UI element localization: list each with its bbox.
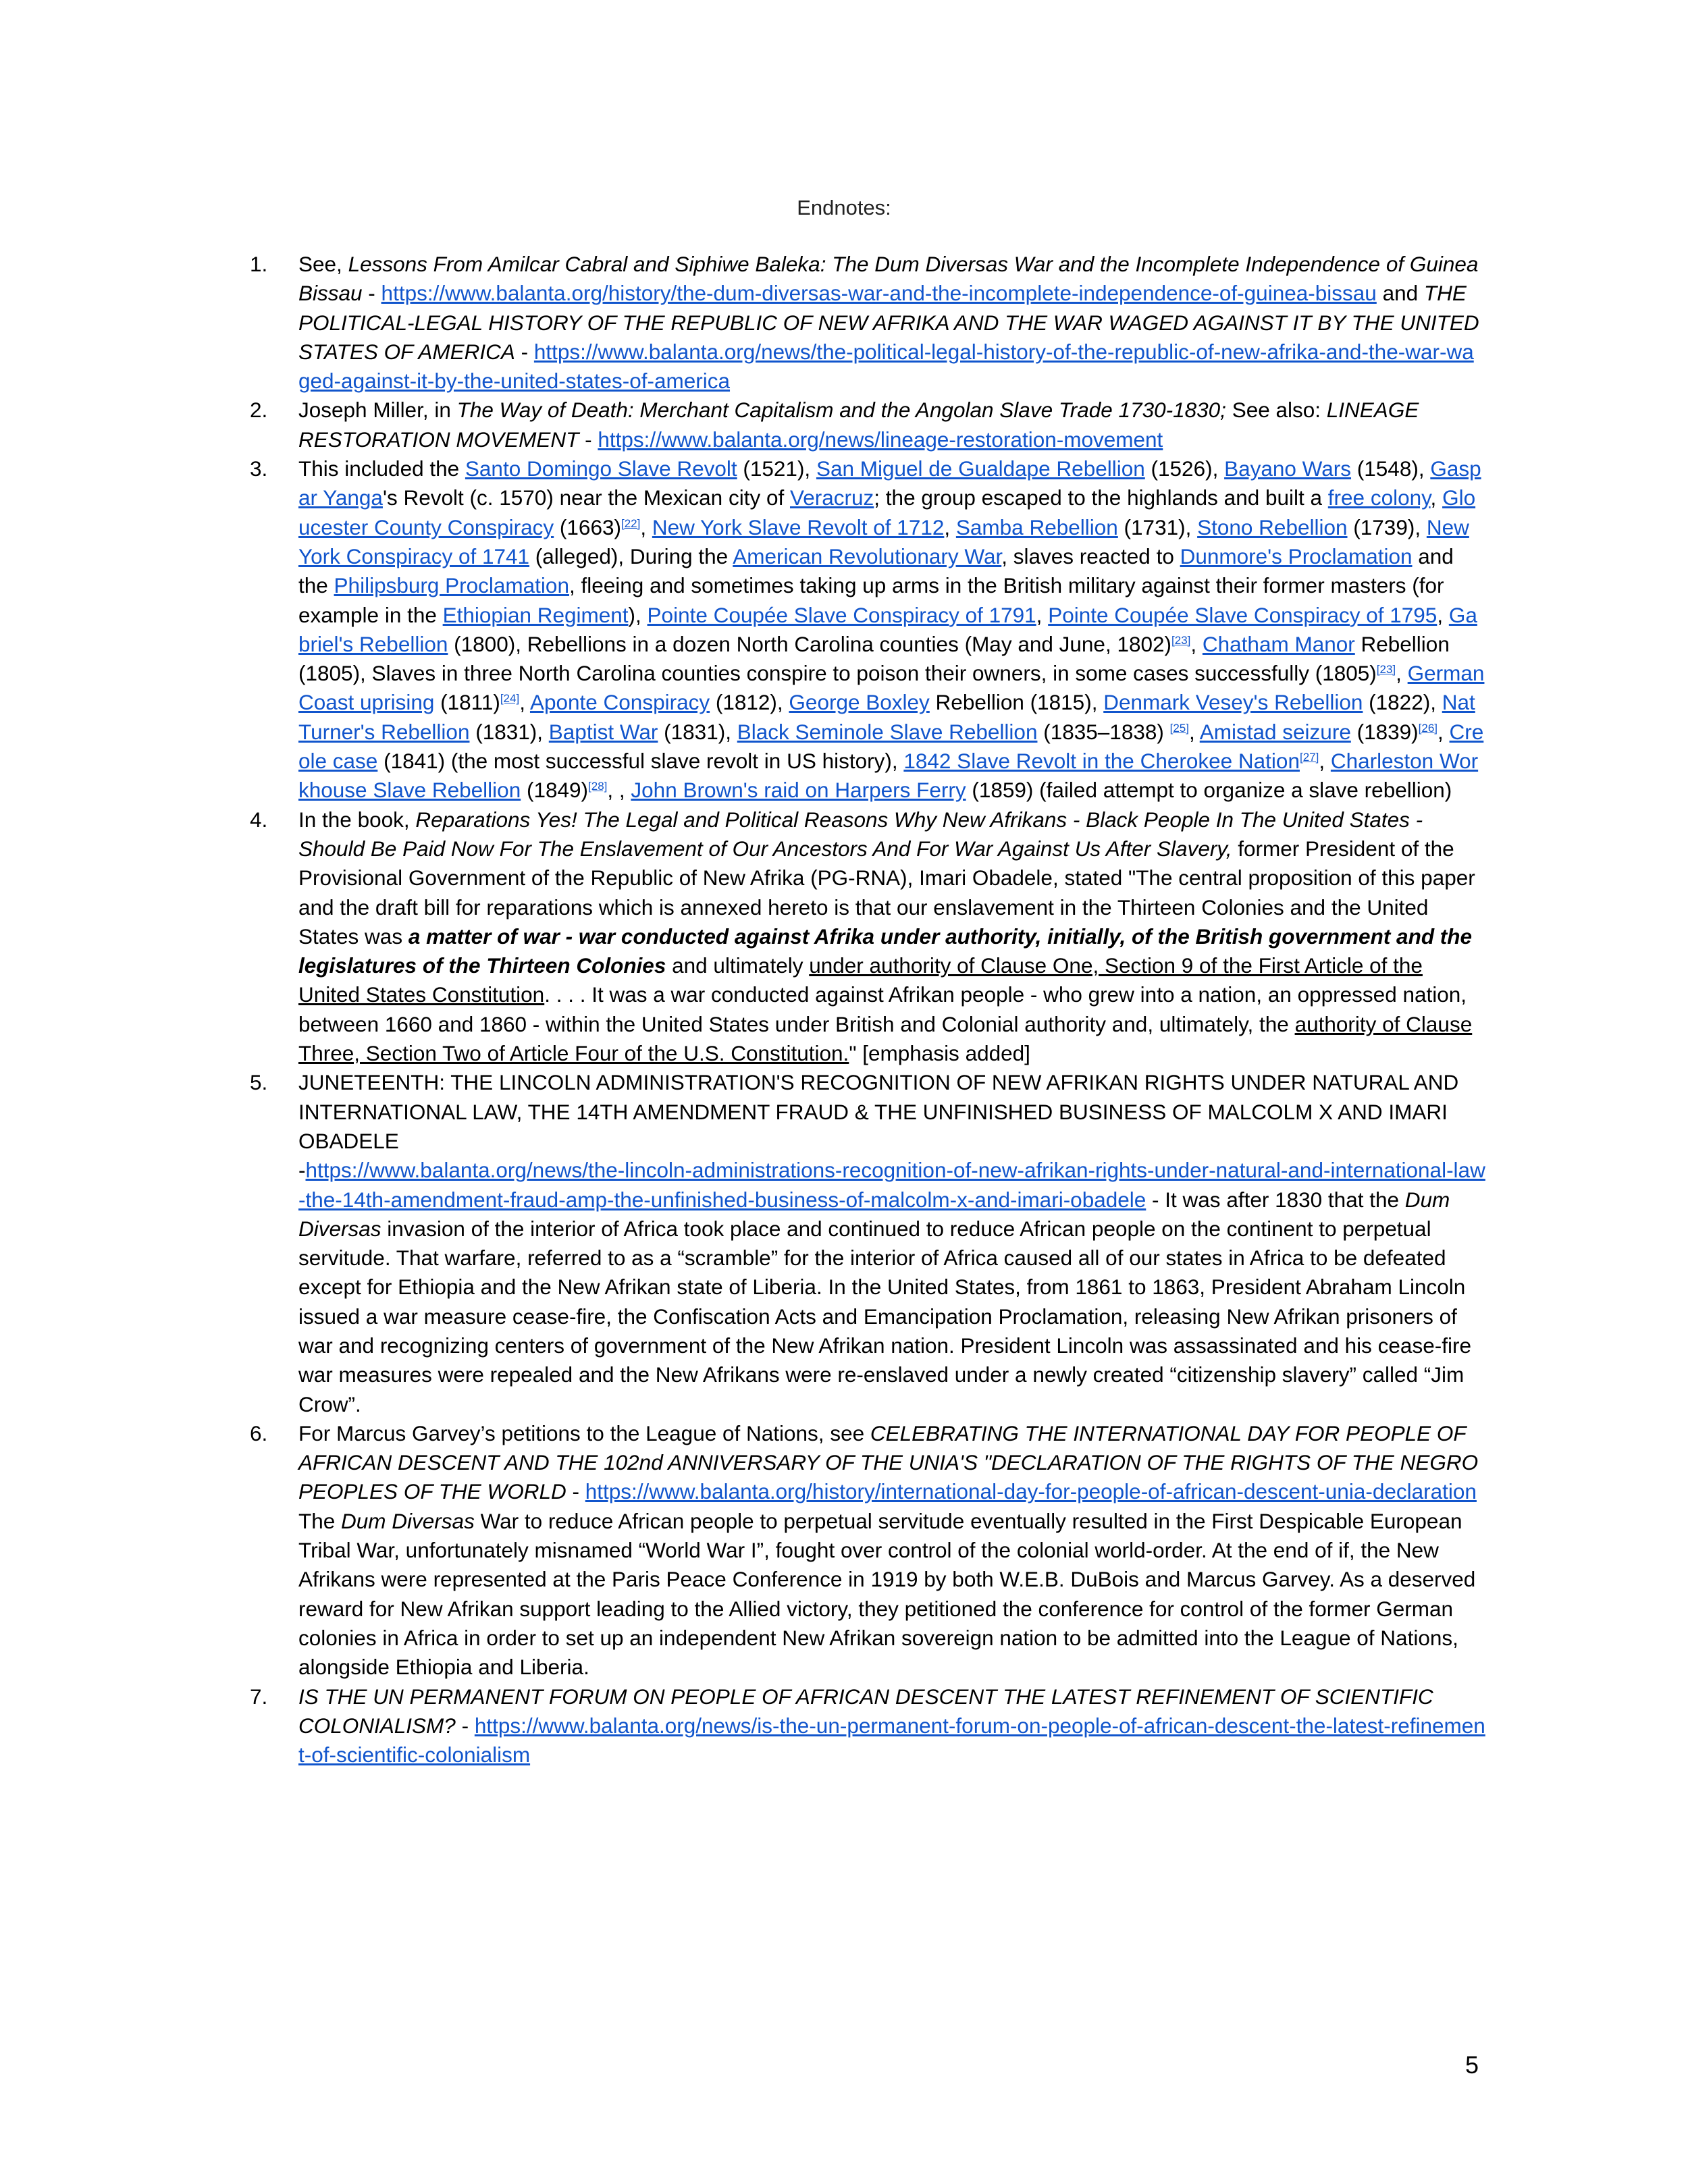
endnote-link[interactable]: American Revolutionary War bbox=[733, 543, 1002, 568]
endnote-link[interactable]: Dunmore's Proclamation bbox=[1180, 543, 1413, 568]
endnote-text-run: , bbox=[1430, 485, 1443, 510]
endnote-link[interactable]: Baptist War bbox=[548, 719, 658, 744]
endnote-number: 6. bbox=[250, 1420, 268, 1445]
endnote-text-run: - bbox=[298, 1158, 306, 1183]
citation-marker[interactable]: [23] bbox=[1376, 663, 1396, 676]
endnote-link[interactable]: https://www.balanta.org/news/is-the-un-permanent-forum-on-people-of-african-descent-the-latest-refinement-of-scientific-colonialism bbox=[298, 1713, 1485, 1767]
underlined-text: under authority of Clause One, Section 9 of the First Article of the United States Constitution bbox=[298, 953, 1423, 1007]
endnote-number: 4. bbox=[250, 807, 268, 832]
endnote-text-run: . . . . It was a war conducted against Afrikan people - who grew into a nation, an oppressed nation, between 1660 and 1860 - within the United States under British and Colonial authority and, ultimately, the bbox=[298, 982, 1467, 1036]
italic-title: Dum Diversas bbox=[341, 1508, 475, 1533]
italic-title: CELEBRATING THE INTERNATIONAL DAY FOR PEOPLE OF AFRICAN DESCENT AND THE 102nd ANNIVERSARY OF THE UNIA'S "DECLARATION OF THE RIGHTS OF THE NEGRO PEOPLES OF THE WORLD bbox=[298, 1420, 1479, 1504]
endnote-link[interactable]: Ethiopian Regiment bbox=[442, 602, 629, 627]
endnote-number: 3. bbox=[250, 456, 268, 481]
endnote-text-run: (1548), bbox=[1351, 456, 1431, 481]
endnote-number: 2. bbox=[250, 398, 268, 423]
endnote-text-run: and bbox=[1376, 281, 1424, 306]
endnote-text-run: (1521), bbox=[737, 456, 816, 481]
endnote-text-run: (1831), bbox=[658, 719, 737, 744]
endnote-text-run: (1731), bbox=[1117, 514, 1198, 539]
endnote-text-run: - bbox=[566, 1479, 585, 1504]
endnote-link[interactable]: New York Conspiracy of 1741 bbox=[298, 514, 1469, 568]
endnote-text-run: , bbox=[1396, 661, 1408, 686]
endnote-text-run: " [emphasis added] bbox=[849, 1041, 1030, 1066]
endnote-link[interactable]: San Miguel de Gualdape Rebellion bbox=[816, 456, 1145, 481]
endnote-link[interactable]: Amistad seizure bbox=[1199, 719, 1351, 744]
endnote-text-run: (1849) bbox=[521, 778, 589, 803]
endnote-link[interactable]: Pointe Coupée Slave Conspiracy of 1795 bbox=[1048, 602, 1438, 627]
endnote-link[interactable]: https://www.balanta.org/news/lineage-restoration-movement bbox=[598, 427, 1163, 452]
endnote-link[interactable]: https://www.balanta.org/history/international-day-for-people-of-african-descent-unia-declaration bbox=[585, 1479, 1477, 1504]
endnote-link[interactable]: Denmark Vesey's Rebellion bbox=[1103, 690, 1363, 715]
endnote-text-run: JUNETEENTH: THE LINCOLN ADMINISTRATION'S RECOGNITION OF NEW AFRIKAN RIGHTS UNDER NATURAL AND INTERNATIONAL LAW, THE 14TH AMENDMENT FRAUD & THE UNFINISHED BUSINESS OF MALCOLM X AND IMARI OBADELE bbox=[298, 1070, 1459, 1153]
endnote-text-run: (1831), bbox=[469, 719, 549, 744]
endnote-text-run: , , bbox=[607, 778, 631, 803]
endnote-text bbox=[298, 396, 1485, 454]
endnote-link[interactable]: Philipsburg Proclamation bbox=[334, 573, 569, 598]
endnote-text-run: (1835–1838) bbox=[1037, 719, 1170, 744]
endnote-text-run: (1812), bbox=[710, 690, 789, 715]
endnote-item bbox=[250, 1419, 1485, 1682]
endnote-link[interactable]: Samba Rebellion bbox=[955, 514, 1118, 539]
endnote-text-run: , bbox=[1188, 719, 1200, 744]
endnote-item bbox=[250, 396, 1485, 454]
endnote-text-run: ; the group escaped to the highlands and built a bbox=[874, 485, 1328, 510]
endnote-text-run: See, bbox=[298, 252, 348, 276]
endnote-text-run: Rebellion (1805), Slaves in three North Carolina counties conspire to poison their owners, in some cases successfully (1805) bbox=[298, 631, 1450, 686]
endnote-link[interactable]: 1842 Slave Revolt in the Cherokee Nation bbox=[903, 749, 1300, 774]
endnote-text-run: (1663) bbox=[554, 514, 621, 539]
italic-title: The Way of Death: Merchant Capitalism and the Angolan Slave Trade 1730-1830; bbox=[456, 398, 1226, 423]
endnote-item bbox=[250, 1682, 1485, 1770]
endnote-link[interactable]: New York Slave Revolt of 1712 bbox=[652, 514, 945, 539]
endnote-link[interactable]: Creole case bbox=[298, 719, 1484, 774]
endnote-text-run: , bbox=[1036, 602, 1049, 627]
endnote-number: 5. bbox=[250, 1070, 268, 1095]
emphasized-text: a matter of war - war conducted against Afrika under authority, initially, of the British government and the legislatures of the Thirteen Colonies bbox=[298, 924, 1473, 978]
endnote-item bbox=[250, 454, 1485, 805]
endnote-text bbox=[298, 1419, 1485, 1682]
endnote-text-run: See also: bbox=[1225, 398, 1327, 423]
endnote-text-run: (alleged), During the bbox=[529, 543, 733, 568]
endnote-text-run: and the bbox=[298, 543, 1454, 598]
endnote-link[interactable]: John Brown's raid on Harpers Ferry bbox=[631, 778, 966, 803]
endnote-link[interactable]: Gloucester County Conspiracy bbox=[298, 485, 1476, 539]
italic-title: Reparations Yes! The Legal and Political Reasons Why New Afrikans - Black People In The United States - Should Be Paid Now For The Enslavement of Our Ancestors And For War Against Us After Slavery, bbox=[298, 807, 1423, 861]
endnote-link[interactable]: Black Seminole Slave Rebellion bbox=[737, 719, 1038, 744]
endnote-link[interactable]: George Boxley bbox=[789, 690, 930, 715]
endnote-item bbox=[250, 1068, 1485, 1419]
endnote-link[interactable]: Gabriel's Rebellion bbox=[298, 602, 1477, 656]
endnote-text-run: former President of the Provisional Government of the Republic of New Afrika (PG-RNA), Imari Obadele, stated "The central proposition of this paper and the draft bill for reparations which is annexed hereto is that our enslavement in the Thirteen Colonies and the United States was bbox=[298, 836, 1475, 949]
italic-title: THE POLITICAL-LEGAL HISTORY OF THE REPUBLIC OF NEW AFRIKA AND THE WAR WAGED AGAINST IT BY THE UNITED STATES OF AMERICA bbox=[298, 281, 1479, 364]
endnote-text-run: (1739), bbox=[1347, 514, 1427, 539]
endnote-text-run: (1839) bbox=[1350, 719, 1419, 744]
endnote-text-run: 's Revolt (c. 1570) near the Mexican city of bbox=[382, 485, 790, 510]
citation-marker[interactable]: [24] bbox=[500, 692, 520, 705]
endnote-text-run: , bbox=[1190, 631, 1203, 656]
endnote-link[interactable]: Nat Turner's Rebellion bbox=[298, 690, 1475, 744]
endnote-link[interactable]: Gaspar Yanga bbox=[298, 456, 1481, 510]
endnote-item bbox=[250, 250, 1485, 396]
endnote-text-run: (1811) bbox=[434, 690, 500, 715]
endnote-text-run: (1526), bbox=[1144, 456, 1225, 481]
endnote-text-run: ), bbox=[628, 602, 648, 627]
endnote-link[interactable]: Charleston Workhouse Slave Rebellion bbox=[298, 749, 1479, 803]
endnote-text-run: , bbox=[1319, 749, 1331, 774]
endnote-text-run: For Marcus Garvey’s petitions to the League of Nations, see bbox=[298, 1420, 870, 1445]
endnote-text-run: invasion of the interior of Africa took place and continued to reduce African people on the continent to perpetual servitude. That warfare, referred to as a “scramble” for the interior of Africa caused all of our states in Africa to be defeated except for Ethiopia and the New Afrikan state of Liberia. In the United States, from 1861 to 1863, President Abraham Lincoln issued a war measure cease-fire, the Confiscation Acts and Emancipation Proclamation, releasing New Afrikan prisoners of war and recognizing centers of government of the New Afrikan nation. President Lincoln was assassinated and his cease-fire war measures were repealed and the New Afrikans were re-enslaved under a newly created “citizenship slavery” called “Jim Crow”. bbox=[298, 1216, 1471, 1416]
endnote-text-run: Rebellion (1815), bbox=[929, 690, 1104, 715]
italic-title: Dum Diversas bbox=[298, 1187, 1450, 1241]
endnote-text-run: Joseph Miller, in bbox=[298, 398, 457, 423]
citation-marker[interactable]: [26] bbox=[1418, 721, 1438, 735]
endnote-number: 1. bbox=[250, 252, 268, 276]
endnote-text-run: - bbox=[455, 1713, 475, 1738]
page-number: 5 bbox=[1465, 2051, 1479, 2079]
endnote-text-run: (1841) (the most successful slave revolt in US history), bbox=[377, 749, 904, 774]
underlined-text: authority of Clause Three, Section Two of Article Four of the U.S. Constitution. bbox=[298, 1011, 1473, 1066]
endnote-link[interactable]: https://www.balanta.org/news/the-political-legal-history-of-the-republic-of-new-afrika-and-the-war-waged-against-it-by-the-united-states-of-america bbox=[298, 339, 1474, 394]
citation-marker[interactable]: [23] bbox=[1171, 633, 1191, 647]
citation-marker[interactable]: [28] bbox=[588, 780, 608, 793]
endnote-number: 7. bbox=[250, 1684, 268, 1709]
endnote-text-run: , slaves reacted to bbox=[1001, 543, 1180, 568]
italic-title: LINEAGE RESTORATION MOVEMENT bbox=[298, 398, 1419, 452]
endnote-text bbox=[298, 250, 1485, 396]
endnote-text-run: War to reduce African people to perpetual servitude eventually resulted in the First Despicable European Tribal War, unfortunately misnamed “World War I”, fought over control of the colonial world-order. At the end of if, the New Afrikans were represented at the Paris Peace Conference in 1919 by both W.E.B. DuBois and Marcus Garvey. As a deserved reward for New Afrikan support leading to the Allied victory, they petitioned the conference for control of the former German colonies in Africa in order to set up an independent New Afrikan sovereign nation to be admitted into the League of Nations, alongside Ethiopia and Liberia. bbox=[298, 1508, 1476, 1680]
endnote-text-run: (1800), Rebellions in a dozen North Carolina counties (May and June, 1802) bbox=[448, 631, 1172, 656]
endnote-link[interactable]: Aponte Conspiracy bbox=[529, 690, 710, 715]
italic-title: IS THE UN PERMANENT FORUM ON PEOPLE OF AFRICAN DESCENT THE LATEST REFINEMENT OF SCIENTIFIC COLONIALISM? bbox=[298, 1684, 1433, 1738]
endnote-text bbox=[298, 1682, 1485, 1770]
endnote-text-run: , bbox=[1437, 602, 1449, 627]
endnote-link[interactable]: https://www.balanta.org/news/the-lincoln-administrations-recognition-of-new-afrikan-rights-under-natural-and-international-law-the-14th-amendment-fraud-amp-the-unfinished-business-of-malcolm-x-and-imari-obadele bbox=[298, 1158, 1485, 1212]
endnote-text-run: In the book, bbox=[298, 807, 416, 832]
endnote-text-run: - bbox=[579, 427, 598, 452]
endnote-link[interactable]: free colony bbox=[1327, 485, 1431, 510]
endnote-text-run: - bbox=[515, 339, 534, 364]
italic-title: Lessons From Amilcar Cabral and Siphiwe Baleka: The Dum Diversas War and the Incomplete Independence of Guinea Bissau bbox=[298, 252, 1479, 306]
endnote-link[interactable]: Santo Domingo Slave Revolt bbox=[465, 456, 737, 481]
citation-marker[interactable]: [25] bbox=[1169, 721, 1189, 735]
endnote-text bbox=[298, 454, 1485, 805]
endnote-text-run: This included the bbox=[298, 456, 465, 481]
endnote-text-run: - bbox=[362, 281, 381, 306]
endnote-text-run: , bbox=[640, 514, 652, 539]
citation-marker[interactable]: [22] bbox=[621, 516, 641, 530]
endnote-link[interactable]: Bayano Wars bbox=[1224, 456, 1352, 481]
endnote-item bbox=[250, 805, 1485, 1069]
endnote-link[interactable]: https://www.balanta.org/history/the-dum-diversas-war-and-the-incomplete-independence-of-guinea-bissau bbox=[381, 281, 1377, 306]
endnote-text-run: , bbox=[1438, 719, 1450, 744]
endnote-link[interactable]: German Coast uprising bbox=[298, 661, 1485, 715]
endnote-text-run: , bbox=[944, 514, 956, 539]
endnotes-heading: Endnotes: bbox=[797, 196, 891, 219]
endnote-text bbox=[298, 805, 1485, 1069]
endnote-link[interactable]: Pointe Coupée Slave Conspiracy of 1791 bbox=[647, 602, 1036, 627]
endnote-text-run: (1822), bbox=[1363, 690, 1442, 715]
endnote-text-run: , fleeing and sometimes taking up arms in the British military against their former masters (for example in the bbox=[298, 573, 1444, 627]
endnote-link[interactable]: Veracruz bbox=[789, 485, 874, 510]
endnote-text-run: (1859) (failed attempt to organize a slave rebellion) bbox=[966, 778, 1452, 803]
endnotes-list bbox=[250, 250, 1485, 1769]
endnote-text-run: The bbox=[298, 1508, 342, 1533]
endnote-text-run: and ultimately bbox=[666, 953, 810, 978]
endnote-text bbox=[298, 1068, 1485, 1419]
endnote-link[interactable]: Chatham Manor bbox=[1202, 631, 1355, 656]
endnote-text-run: - It was after 1830 that the bbox=[1146, 1187, 1405, 1212]
endnote-link[interactable]: Stono Rebellion bbox=[1197, 514, 1348, 539]
endnote-text-run: , bbox=[519, 690, 530, 715]
citation-marker[interactable]: [27] bbox=[1299, 751, 1319, 764]
